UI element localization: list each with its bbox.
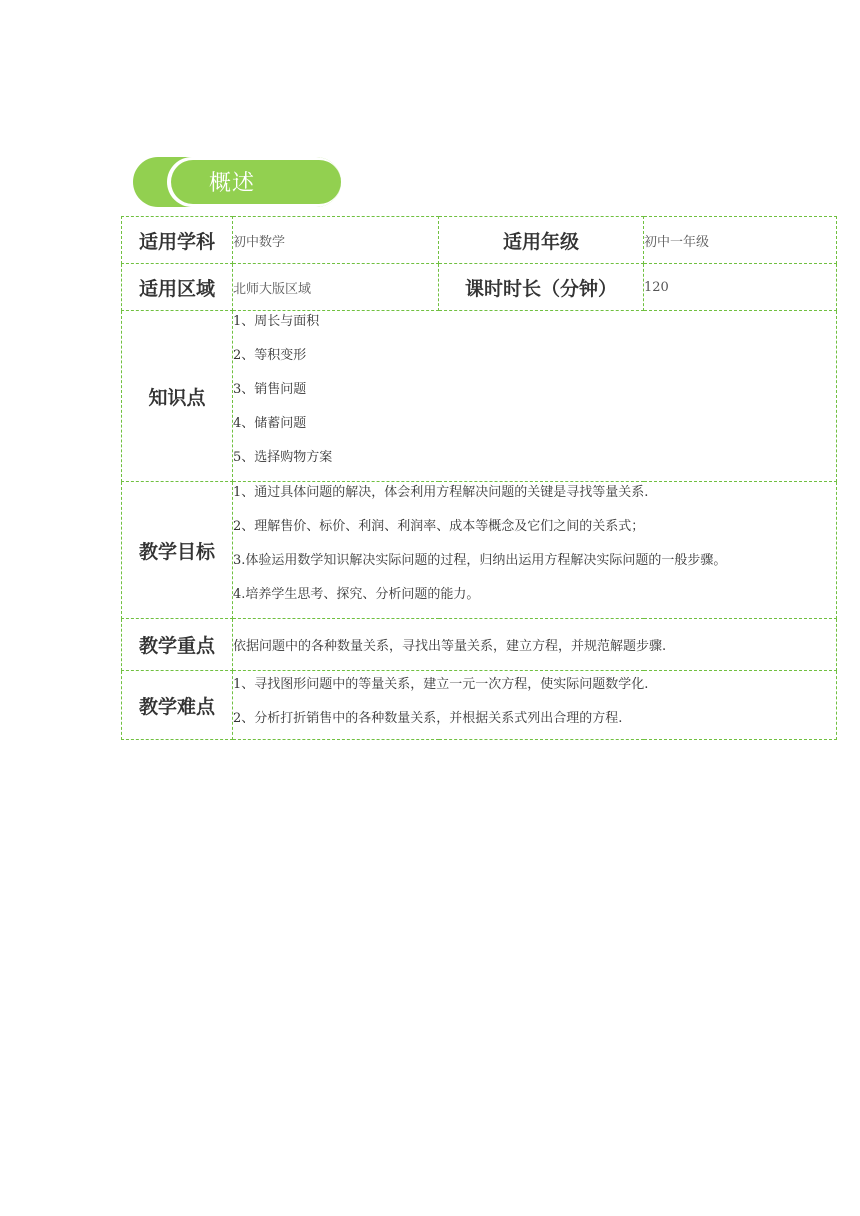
subject-label: 适用学科 xyxy=(122,217,233,264)
list-item: 5、选择购物方案 xyxy=(233,450,333,465)
duration-value: 120 xyxy=(644,264,837,311)
knowledge-label: 知识点 xyxy=(122,311,233,482)
knowledge-list xyxy=(233,311,837,482)
list-item: 1、周长与面积 xyxy=(233,314,320,329)
table-row xyxy=(122,311,837,482)
list-item: 4.培养学生思考、探究、分析问题的能力。 xyxy=(233,587,480,602)
table-row xyxy=(122,217,837,264)
duration-label: 课时时长（分钟） xyxy=(439,264,644,311)
goals-list xyxy=(233,482,837,619)
region-label: 适用区域 xyxy=(122,264,233,311)
table-row xyxy=(122,619,837,671)
overview-table xyxy=(121,216,837,740)
difficulty-list xyxy=(233,671,837,740)
list-item: 4、储蓄问题 xyxy=(233,416,307,431)
region-value: 北师大版区域 xyxy=(233,264,439,311)
key-text: 依据问题中的各种数量关系，寻找出等量关系，建立方程，并规范解题步骤. xyxy=(233,619,837,671)
list-item: 2、分析打折销售中的各种数量关系，并根据关系式列出合理的方程. xyxy=(233,711,623,726)
key-label: 教学重点 xyxy=(122,619,233,671)
table-row xyxy=(122,482,837,619)
subject-value: 初中数学 xyxy=(233,217,439,264)
grade-label: 适用年级 xyxy=(439,217,644,264)
grade-value: 初中一年级 xyxy=(644,217,837,264)
list-item: 2、等积变形 xyxy=(233,348,307,363)
list-item: 2、理解售价、标价、利润、利润率、成本等概念及它们之间的关系式； xyxy=(233,519,645,534)
list-item: 1、寻找图形问题中的等量关系，建立一元一次方程，使实际问题数学化. xyxy=(233,677,649,692)
section-title: 概述 xyxy=(209,171,256,196)
section-badge xyxy=(133,157,343,209)
list-item: 3、销售问题 xyxy=(233,382,307,397)
badge-inner-shape xyxy=(171,160,341,204)
goals-label: 教学目标 xyxy=(122,482,233,619)
list-item: 1、通过具体问题的解决，体会利用方程解决问题的关键是寻找等量关系. xyxy=(233,485,649,500)
table-row xyxy=(122,671,837,740)
table-row xyxy=(122,264,837,311)
difficulty-label: 教学难点 xyxy=(122,671,233,740)
list-item: 3.体验运用数学知识解决实际问题的过程，归纳出运用方程解决实际问题的一般步骤。 xyxy=(233,553,727,568)
